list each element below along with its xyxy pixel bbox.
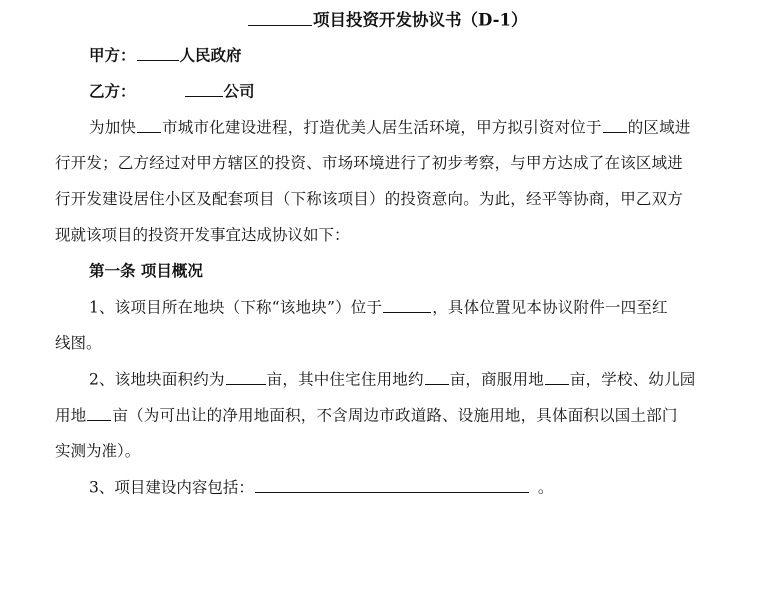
total-area-blank — [226, 368, 266, 385]
clause-2-line-3: 实测为准）。 — [55, 442, 141, 460]
party-b-blank — [185, 80, 223, 97]
document-title: 项目投资开发协议书（D-1） — [313, 10, 528, 30]
school-area-blank — [87, 404, 111, 421]
party-a-line — [89, 44, 242, 67]
title-blank — [248, 8, 312, 26]
construction-content-blank — [255, 476, 529, 493]
document-title-line — [247, 8, 527, 32]
clause-1-line-1: 1、该项目所在地块（下称“该地块”）位于 ，具体位置见本协议附件一四至红 — [89, 296, 668, 319]
party-b-line — [89, 80, 255, 103]
clause-2-line-1: 2、该地块面积约为 亩，其中住宅住用地约 亩，商服用地 亩，学校、幼儿园 — [89, 368, 696, 391]
party-b-suffix: 公司 — [223, 81, 255, 101]
clause-2-line-2: 用地 亩（为可出让的净用地面积，不含周边市政道路、设施用地，具体面积以国土部门 — [55, 404, 678, 427]
article-1-heading: 第一条 项目概况 — [89, 261, 203, 280]
clause-3-line-1: 3、项目建设内容包括： 。 — [89, 476, 553, 499]
party-a-label: 甲方： — [89, 45, 136, 65]
clause-1-line-2: 线图。 — [55, 334, 102, 352]
preamble-line-1: 为加快 市城市化建设进程，打造优美人居生活环境，甲方拟引资对位于 的区域进 — [89, 116, 691, 139]
preamble-line-3: 行开发建设居住小区及配套项目（下称该项目）的投资意向。为此，经平等协商，甲乙双方 — [55, 190, 684, 208]
preamble-line-4: 现就该项目的投资开发事宜达成协议如下： — [55, 226, 350, 244]
party-b-label: 乙方： — [89, 81, 136, 101]
plot-location-blank — [383, 296, 431, 313]
city-blank — [137, 116, 161, 133]
party-a-suffix: 人民政府 — [179, 45, 242, 65]
residential-area-blank — [425, 368, 449, 385]
preamble-line-2: 行开发；乙方经过对甲方辖区的投资、市场环境进行了初步考察，与甲方达成了在该区域进 — [55, 154, 684, 172]
commercial-area-blank — [545, 368, 569, 385]
location-blank — [603, 116, 627, 133]
party-a-blank — [137, 44, 179, 61]
